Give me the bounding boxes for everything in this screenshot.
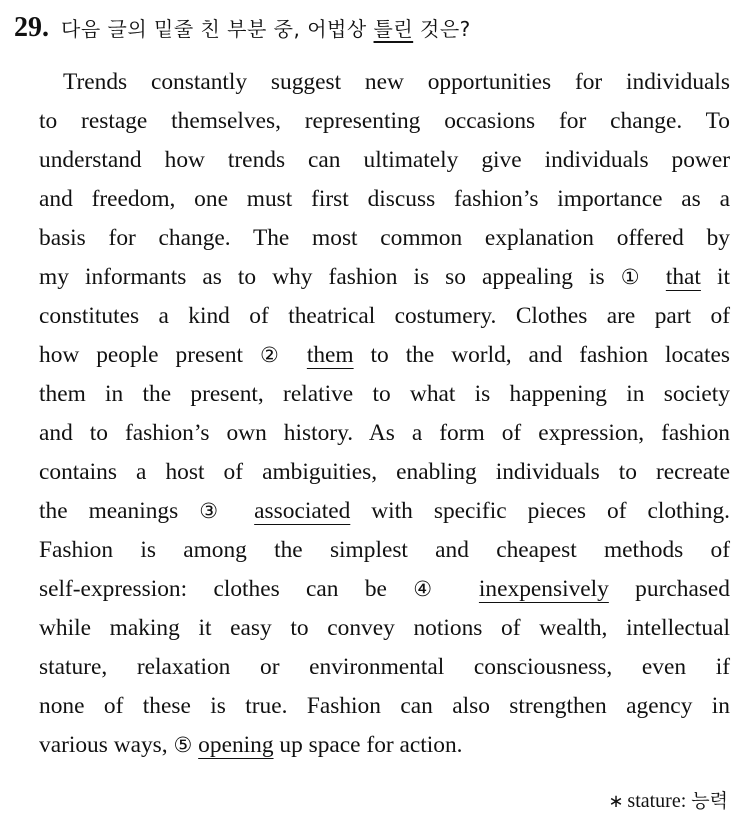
passage-text: self-expression: clothes can be <box>39 576 414 602</box>
passage-line: understand how trends can ultimately give individuals power <box>39 147 730 173</box>
passage-line: Trends constantly suggest new opportunities for individuals <box>63 69 730 95</box>
passage-text: various ways, <box>39 732 174 758</box>
option-marker-4: ④ <box>413 577 453 601</box>
passage-line: basis for change. The most common explanation offered by <box>39 225 730 251</box>
passage-line <box>39 726 730 765</box>
passage-line <box>39 492 730 531</box>
passage-line: to restage themselves, representing occasions for change. To <box>39 108 730 134</box>
footnote-meaning: 능력 <box>691 790 728 812</box>
footnote <box>608 786 728 813</box>
question-number: 29. <box>14 12 49 43</box>
footnote-term: stature: <box>627 790 687 812</box>
passage-text: how people present <box>39 342 260 368</box>
option-text-2: them <box>306 342 354 368</box>
footnote-star: ∗ <box>608 791 624 812</box>
option-text-1: that <box>665 264 701 290</box>
option-marker-3: ③ <box>199 499 234 523</box>
passage-line: them in the present, relative to what is happening in society <box>39 381 730 407</box>
passage-text: to the world, and fashion locates <box>353 342 730 368</box>
passage-line: while making it easy to convey notions of wealth, intellectual <box>39 615 730 641</box>
option-marker-2: ② <box>259 343 290 367</box>
passage-line: constitutes a kind of theatrical costumery. Clothes are part of <box>39 303 730 329</box>
option-marker-5: ⑤ <box>173 733 193 757</box>
passage-text: it <box>700 264 730 290</box>
question-prompt <box>61 17 471 41</box>
passage-text: my informants as to why fashion is so appealing is <box>39 264 621 290</box>
passage <box>39 63 730 765</box>
option-text-4: inexpensively <box>478 576 609 602</box>
passage-text: with specific pieces of clothing. <box>350 498 730 524</box>
passage-line: Fashion is among the simplest and cheapest methods of <box>39 537 730 563</box>
passage-line: and freedom, one must first discuss fashion’s importance as a <box>39 186 730 212</box>
passage-line <box>39 336 730 375</box>
question-header <box>14 12 734 52</box>
question-prompt-underlined: 틀린 <box>373 17 414 41</box>
option-marker-1: ① <box>620 265 650 289</box>
passage-line <box>39 258 730 297</box>
passage-text: up space for action. <box>273 732 463 758</box>
question-prompt-before: 다음 글의 밑줄 친 부분 중, 어법상 <box>61 17 374 41</box>
passage-line <box>39 570 730 609</box>
passage-line: stature, relaxation or environmental consciousness, even if <box>39 654 730 680</box>
passage-line: none of these is true. Fashion can also strengthen agency in <box>39 693 730 719</box>
option-text-3: associated <box>254 498 351 524</box>
passage-line: contains a host of ambiguities, enabling individuals to recreate <box>39 459 730 485</box>
passage-text: purchased <box>608 576 731 602</box>
passage-line: and to fashion’s own history. As a form of expression, fashion <box>39 420 730 446</box>
question-prompt-after: 것은? <box>413 17 471 41</box>
option-text-5: opening <box>198 732 274 758</box>
passage-text: the meanings <box>39 498 200 524</box>
